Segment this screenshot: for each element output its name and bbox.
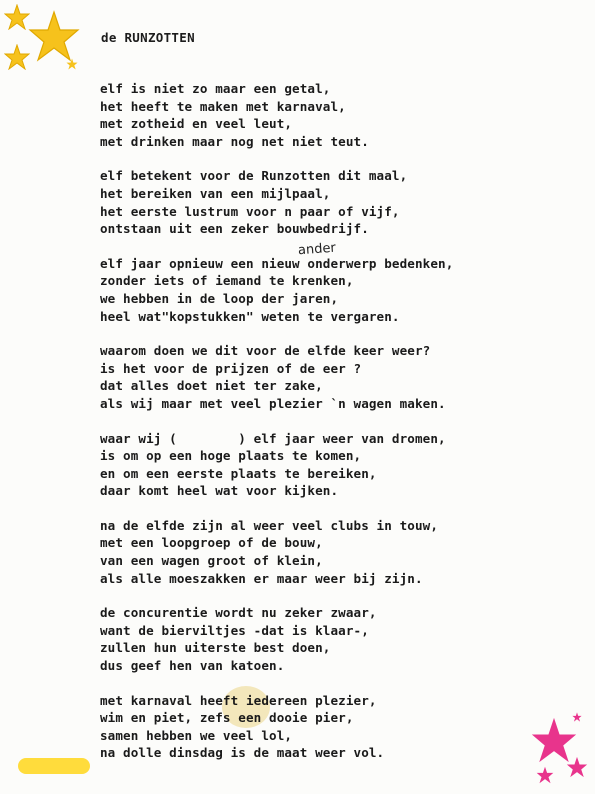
stanza [100,255,570,325]
stanza [100,342,570,412]
poem-line: en om een eerste plaats te bereiken, [100,465,377,481]
poem-line: elf jaar opnieuw een nieuw onderwerp bedenken, [100,255,454,271]
poem-line: daar komt heel wat voor kijken. [100,483,339,499]
star-icon [66,58,78,70]
poem-line: elf is niet zo maar een getal, [100,81,331,96]
poem-line: van een wagen groot of klein, [100,553,323,569]
poem-line: dat alles doet niet ter zake, [100,378,323,394]
poem-line: zullen hun uiterste best doen, [100,640,331,656]
poem-line: na dolle dinsdag is de maat weer vol. [100,745,385,761]
poem-line: samen hebben we veel lol, [100,727,293,743]
poem-line: heel wat"kopstukken" weten te vergaren. [100,308,400,324]
poem-line: de concurentie wordt nu zeker zwaar, [100,605,377,621]
poem-line: waar wij ( ) elf jaar weer van dromen, [100,430,446,446]
stanza [100,80,570,150]
poem-line: het bereiken van een mijlpaal, [100,185,331,201]
star-icon [4,4,30,30]
poem-line: als alle moeszakken er maar weer bij zijn. [100,570,423,586]
stanza [100,167,570,237]
poem-line: we hebben in de loop der jaren, [100,290,339,306]
poem-line: ontstaan uit een zeker bouwbedrijf. [100,221,369,237]
star-icon [572,712,582,722]
stanza [100,517,570,587]
poem-line: is het voor de prijzen of de eer ? [100,360,362,376]
poem-line: het eerste lustrum voor n paar of vijf, [100,203,400,219]
poem-line: als wij maar met veel plezier `n wagen maken. [100,395,446,411]
poem-line: met karnaval heeft iedereen plezier, [100,692,377,708]
poem-line: na de elfde zijn al weer veel clubs in touw, [100,517,439,533]
site-logo [18,758,90,774]
poem-line: waarom doen we dit voor de elfde keer weer? [100,343,431,359]
poem-line: met een loopgroep of de bouw, [100,535,323,551]
poem-title: de RUNZOTTEN [101,30,195,45]
poem-line: met drinken maar nog net niet teut. [100,133,369,149]
stanza [100,430,570,500]
stanza [100,692,570,762]
handwritten-correction: ander [297,240,337,259]
star-icon [28,10,80,62]
poem-line: dus geef hen van katoen. [100,658,285,674]
stanza [100,604,570,674]
poem-body [100,80,570,779]
poem-line: want de bierviltjes -dat is klaar-, [100,622,369,638]
poem-line: elf betekent voor de Runzotten dit maal, [100,168,408,184]
poem-line: het heeft te maken met karnaval, [100,98,346,114]
star-icon [4,44,30,70]
poem-line: zonder iets of iemand te krenken, [100,273,354,289]
poem-line: is om op een hoge plaats te komen, [100,448,362,464]
poem-line: met zotheid en veel leut, [100,116,293,132]
poem-line: wim en piet, zefs een dooie pier, [100,710,354,726]
